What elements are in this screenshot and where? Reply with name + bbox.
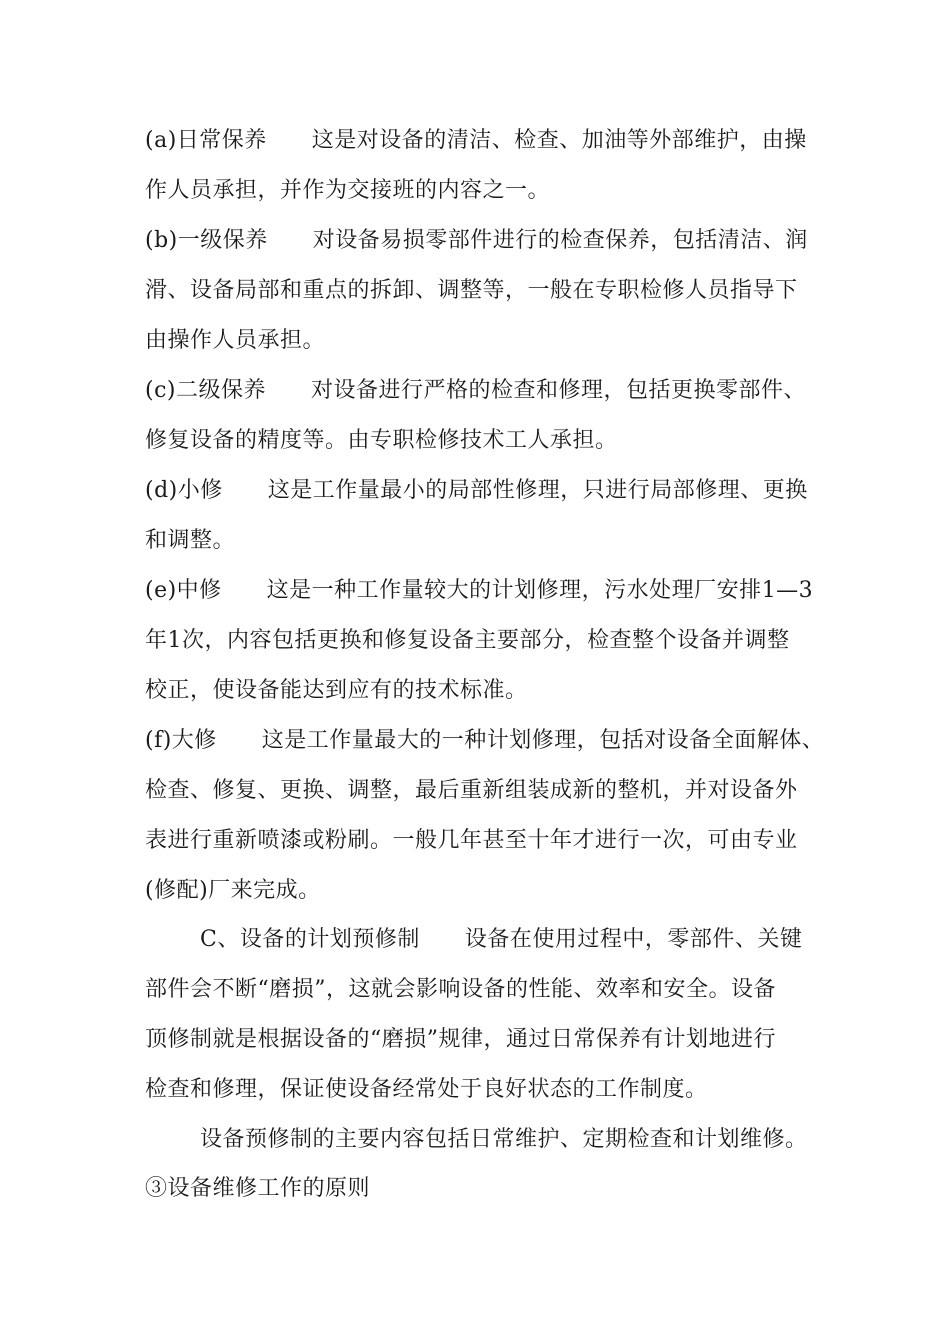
text-line-e-3: 校正，使设备能达到应有的技术标准。 xyxy=(145,678,528,703)
text-line-a-1: (a)日常保养 这是对设备的清洁、检查、加油等外部维护，由操 xyxy=(145,128,807,153)
text-line-c-section-4: 检查和修理，保证使设备经常处于良好状态的工作制度。 xyxy=(145,1077,708,1102)
text-line-d-1: (d)小修 这是工作量最小的局部性修理，只进行局部修理、更换 xyxy=(145,478,808,503)
text-line-c-1: (c)二级保养 对设备进行严格的检查和修理，包括更换零部件、 xyxy=(145,378,806,403)
text-line-a-2: 作人员承担，并作为交接班的内容之一。 xyxy=(145,178,551,203)
text-line-c-2: 修复设备的精度等。由专职检修技术工人承担。 xyxy=(145,428,618,453)
text-line-b-2: 滑、设备局部和重点的拆卸、调整等，一般在专职检修人员指导下 xyxy=(145,278,798,303)
section-heading-3: ③设备维修工作的原则 xyxy=(145,1176,371,1201)
text-line-e-1: (e)中修 这是一种工作量较大的计划修理，污水处理厂安排1—3 xyxy=(145,578,814,603)
text-line-d-2: 和调整。 xyxy=(145,528,236,553)
text-line-f-4: (修配)厂来完成。 xyxy=(145,878,321,903)
text-line-f-2: 检查、修复、更换、调整，最后重新组装成新的整机，并对设备外 xyxy=(145,778,798,803)
text-line-b-3: 由操作人员承担。 xyxy=(145,328,326,353)
text-line-c-section-3: 顶修制就是根据设备的“磨损”规律，通过日常保养有计划地进行 xyxy=(145,1027,776,1052)
text-line-b-1: (b)一级保养 对设备易损零部件进行的检查保养，包括清洁、润 xyxy=(145,228,808,253)
text-line-c-section-1: C、设备的计划预修制 设备在使用过程中，零部件、关键 xyxy=(200,927,803,952)
text-line-f-3: 表进行重新喷漆或粉刷。一般几年甚至十年才进行一次，可由专业 xyxy=(145,828,798,853)
text-line-c-section-2: 部件会不断“磨损”，这就会影响设备的性能、效率和安全。设备 xyxy=(145,977,776,1002)
text-line-e-2: 年1次，内容包括更换和修复设备主要部分，检查整个设备并调整 xyxy=(145,628,790,653)
text-line-f-1: (f)大修 这是工作量最大的一种计划修理，包括对设备全面解体、 xyxy=(145,728,825,753)
text-line-summary: 设备预修制的主要内容包括日常维护、定期检查和计划维修。 xyxy=(200,1127,808,1152)
